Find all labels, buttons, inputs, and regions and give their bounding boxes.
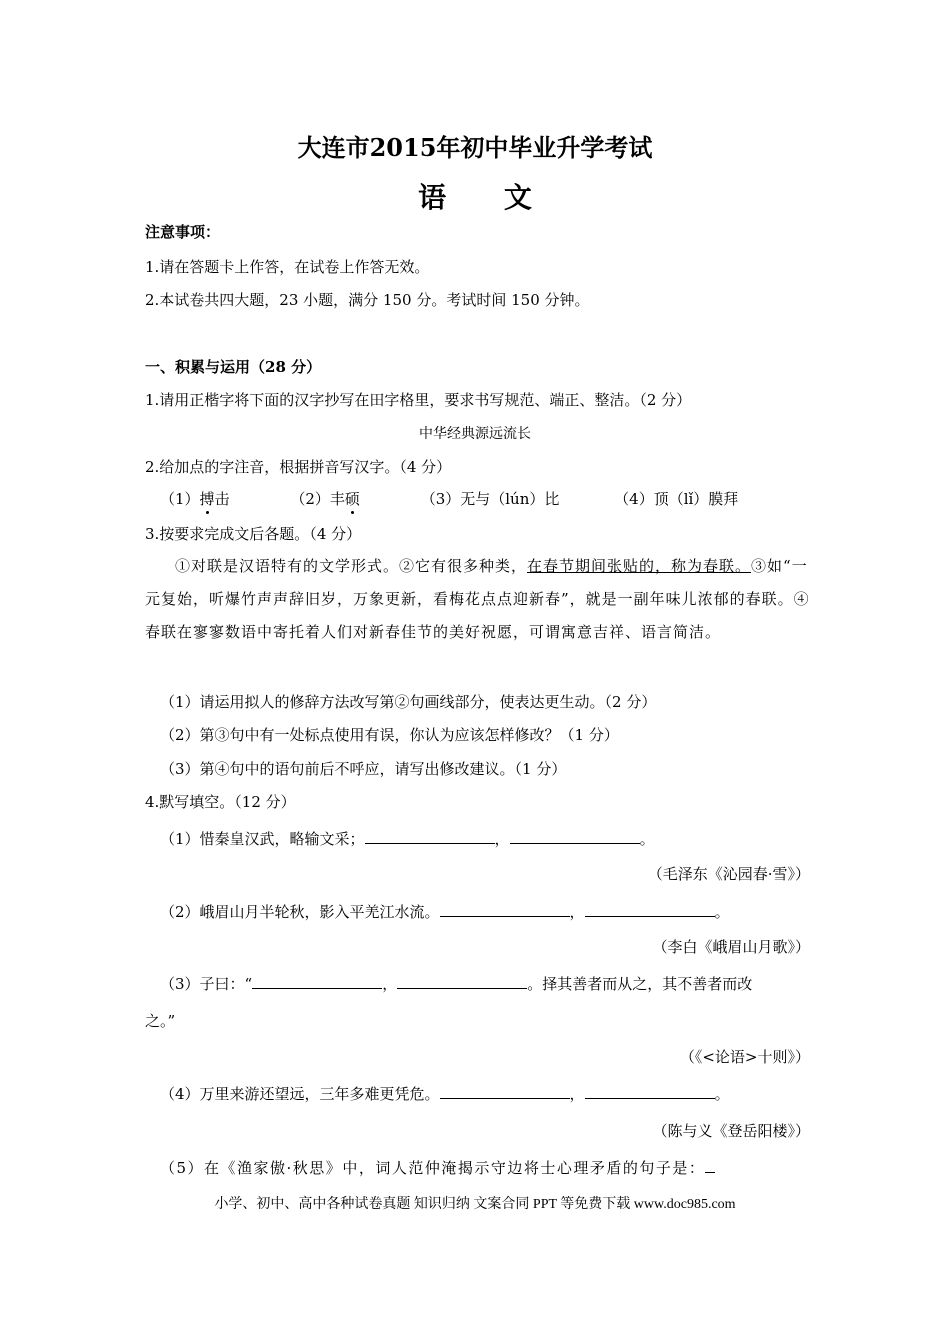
q4-line-5: （5）在《渔家傲·秋思》中，词人范仲淹揭示守边将士心理矛盾的句子是： [160,1158,715,1178]
answer-blank [585,902,715,917]
q4-line-2: （2）峨眉山月半轮秋，影入平羌江水流。 ， 。 [160,903,730,921]
q1-prompt: 1.请用正楷字将下面的汉字抄写在田字格里，要求书写规范、端正、整洁。（2 分） [145,391,692,409]
answer-blank [397,974,527,989]
q3-sub-3: （3）第④句中的语句前后不呼应，请写出修改建议。（1 分） [160,760,567,778]
q4-line-4: （4）万里来游还望远，三年多难更凭危。 ， 。 [160,1085,730,1103]
q4-source-3: （《<论语>十则》） [679,1048,810,1066]
q4-line-3-cont: 之。” [145,1012,176,1030]
q2-item-2: （2）丰硕 [290,490,360,508]
q4-prompt: 4.默写填空。（12 分） [145,793,296,811]
q2-item-1: （1）搏击 [160,490,230,508]
answer-blank [365,829,495,844]
q4-source-1: （毛泽东《沁园春·雪》） [647,865,810,883]
q2-item-4: （4）顶（lǐ）膜拜 [614,490,739,508]
q3-prompt: 3.按要求完成文后各题。（4 分） [145,525,362,543]
answer-blank [252,974,382,989]
q3-passage: ①对联是汉语特有的文学形式。②它有很多种类，在春节期间张贴的，称为春联。③如“一元复始，听爆竹声声辞旧岁，万象更新，看梅花点点迎新春”，就是一副年味儿浓郁的春联。④春联在寥寥数语中寄托着人们对新春佳节的美好祝愿，可谓寓意吉祥、语言简洁。 [145,557,810,641]
answer-blank [705,1158,715,1173]
q2-items [160,489,738,509]
answer-blank [585,1084,715,1099]
q4-line-3: （3）子曰：“ ， 。择其善者而从之，其不善者而改 [160,975,753,993]
notes-item-2: 2.本试卷共四大题，23 小题，满分 150 分。考试时间 150 分钟。 [145,291,590,309]
section1-heading: 一、积累与运用（28 分） [145,358,322,376]
q2-item-3: （3）无与（lún）比 [420,490,560,508]
q2-prompt: 2.给加点的字注音，根据拼音写汉字。（4 分） [145,458,452,476]
exam-title: 大连市2015年初中毕业升学考试 [297,133,653,162]
answer-blank [510,829,640,844]
footer-text: 小学、初中、高中各种试卷真题 知识归纳 文案合同 PPT 等免费下载 www.doc985.com [214,1197,736,1212]
q4-line-1: （1）惜秦皇汉武，略输文采； ， 。 [160,830,655,848]
subject-title: 语 文 [418,181,556,214]
q3-sub-1: （1）请运用拟人的修辞方法改写第②句画线部分，使表达更生动。（2 分） [160,693,657,711]
q4-source-2: （李白《峨眉山月歌》） [652,938,810,956]
q3-sub-2: （2）第③句中有一处标点使用有误，你认为应该怎样修改？（1 分） [160,726,619,744]
notes-heading: 注意事项： [145,223,221,241]
answer-blank [440,902,570,917]
q1-phrase: 中华经典源远流长 [419,426,531,442]
q4-source-4: （陈与义《登岳阳楼》） [652,1122,810,1140]
answer-blank [440,1084,570,1099]
q3-underlined: 在春节期间张贴的，称为春联。 [527,557,752,575]
notes-item-1: 1.请在答题卡上作答，在试卷上作答无效。 [145,258,430,276]
